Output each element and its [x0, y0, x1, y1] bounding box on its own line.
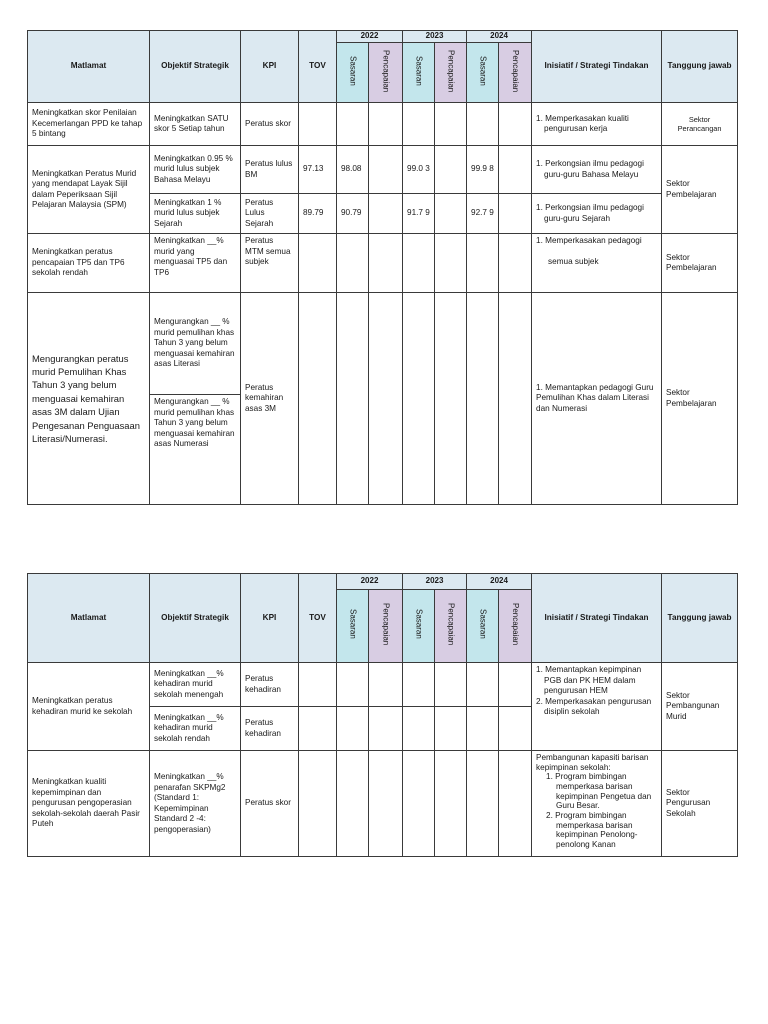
pencapaian-2023: Pencapaian	[435, 590, 467, 663]
kpi-cell: Peratus MTM semua subjek	[241, 234, 299, 293]
sasaran-cell	[337, 293, 369, 505]
kpi-cell: Peratus kemahiran asas 3M	[241, 293, 299, 505]
sasaran-cell	[467, 293, 499, 505]
objektif-cell: Meningkatkan __% penarafan SKPMg2 (Standard 1: Kepemimpinan Standard 2 -4: pengoperasian)	[150, 751, 241, 857]
sasaran-cell	[467, 103, 499, 146]
sasaran-cell	[403, 663, 435, 707]
matlamat-cell: Meningkatkan Peratus Murid yang mendapat Layak Sijil dalam Peperiksaan Sijil Pelajaran Malaysia (SPM)	[28, 146, 150, 234]
col-header-matlamat: Matlamat	[28, 31, 150, 103]
tanggung-jawab-cell: Sektor Pembangunan Murid	[662, 663, 738, 751]
tov-cell	[299, 234, 337, 293]
tanggung-jawab-cell: Sektor Pembelajaran	[662, 146, 738, 234]
matlamat-cell: Mengurangkan peratus murid Pemulihan Khas Tahun 3 yang belum menguasai kemahiran asas 3M dalam Ujian Pengesanan Penguasaan Literasi/Numerasi.	[28, 293, 150, 505]
inisiatif-cell: 1. Memantapkan pedagogi Guru Pemulihan Khas dalam Literasi dan Numerasi	[532, 293, 662, 505]
sasaran-cell	[337, 707, 369, 751]
sasaran-cell	[403, 234, 435, 293]
sasaran-2024: Sasaran	[467, 590, 499, 663]
col-header-inisiatif: Inisiatif / Strategi Tindakan	[532, 574, 662, 663]
sasaran-2022: Sasaran	[337, 590, 369, 663]
sasaran-2023: Sasaran	[403, 43, 435, 103]
sasaran-cell	[337, 103, 369, 146]
header-row-years	[28, 31, 738, 43]
pencapaian-cell	[499, 707, 532, 751]
objektif-cell: Meningkatkan __% kehadiran murid sekolah rendah	[150, 707, 241, 751]
pencapaian-cell	[499, 234, 532, 293]
inisiatif-cell: Pembangunan kapasiti barisan kepimpinan sekolah: 1. Program bimbingan memperkasa barisan kepimpinan Pengetua dan Guru Besar. 2. Program bimbingan memperkasa barisan kepimpinan Penolong-penolong Kanan	[532, 751, 662, 857]
tov-cell	[299, 707, 337, 751]
sasaran-cell	[467, 751, 499, 857]
col-header-tanggung-jawab: Tanggung jawab	[662, 31, 738, 103]
tov-cell: 97.13	[299, 146, 337, 194]
matlamat-cell: Meningkatkan peratus kehadiran murid ke sekolah	[28, 663, 150, 751]
pencapaian-cell	[435, 751, 467, 857]
col-header-objektif: Objektif Strategik	[150, 574, 241, 663]
table-row	[28, 103, 738, 146]
strategic-plan-table-2	[27, 573, 738, 857]
tov-cell	[299, 751, 337, 857]
inisiatif-cell: 1. Memantapkan kepimpinan PGB dan PK HEM dalam pengurusan HEM 2. Memperkasakan pengurusan disiplin sekolah	[532, 663, 662, 751]
table-row	[28, 234, 738, 293]
matlamat-cell: Meningkatkan kualiti kepemimpinan dan pengurusan pengoperasian sekolah-sekolah daerah Pasir Puteh	[28, 751, 150, 857]
pencapaian-cell	[435, 234, 467, 293]
table-row	[28, 146, 738, 194]
year-2023: 2023	[403, 31, 467, 43]
pencapaian-cell	[499, 146, 532, 194]
col-header-matlamat: Matlamat	[28, 574, 150, 663]
sasaran-cell	[467, 707, 499, 751]
pencapaian-2022: Pencapaian	[369, 43, 403, 103]
sasaran-cell	[403, 103, 435, 146]
pencapaian-cell	[369, 751, 403, 857]
sasaran-2023: Sasaran	[403, 590, 435, 663]
pencapaian-cell	[499, 103, 532, 146]
pencapaian-cell	[499, 751, 532, 857]
tanggung-jawab-cell: Sektor Pengurusan Sekolah	[662, 751, 738, 857]
sasaran-cell: 99.0 3	[403, 146, 435, 194]
strategic-plan-table-1	[27, 30, 738, 505]
matlamat-cell: Meningkatkan peratus pencapaian TP5 dan TP6 sekolah rendah	[28, 234, 150, 293]
pencapaian-cell	[499, 293, 532, 505]
sasaran-cell	[403, 707, 435, 751]
matlamat-cell: Meningkatkan skor Penilaian Kecemerlangan PPD ke tahap 5 bintang	[28, 103, 150, 146]
pencapaian-cell	[435, 663, 467, 707]
col-header-tov: TOV	[299, 31, 337, 103]
sasaran-2024: Sasaran	[467, 43, 499, 103]
kpi-cell: Peratus lulus BM	[241, 146, 299, 194]
inisiatif-cell: 1. Memperkasakan kualiti pengurusan kerja	[532, 103, 662, 146]
pencapaian-cell	[369, 103, 403, 146]
pencapaian-cell	[499, 194, 532, 234]
pencapaian-cell	[369, 234, 403, 293]
kpi-cell: Peratus kehadiran	[241, 707, 299, 751]
tov-cell	[299, 293, 337, 505]
inisiatif-cell: 1. Perkongsian ilmu pedagogi guru-guru Sejarah	[532, 194, 662, 234]
sasaran-cell	[403, 751, 435, 857]
objektif-cell: Meningkatkan 0.95 % murid lulus subjek Bahasa Melayu	[150, 146, 241, 194]
col-header-objektif: Objektif Strategik	[150, 31, 241, 103]
objektif-cell: Meningkatkan SATU skor 5 Setiap tahun	[150, 103, 241, 146]
pencapaian-cell	[435, 293, 467, 505]
year-2023: 2023	[403, 574, 467, 590]
objektif-cell: Meningkatkan __% murid yang menguasai TP5 dan TP6	[150, 234, 241, 293]
table-row	[28, 751, 738, 857]
tov-cell	[299, 103, 337, 146]
pencapaian-cell	[369, 146, 403, 194]
kpi-cell: Peratus skor	[241, 103, 299, 146]
col-header-tanggung-jawab: Tanggung jawab	[662, 574, 738, 663]
kpi-cell: Peratus Lulus Sejarah	[241, 194, 299, 234]
objektif-cell: Meningkatkan 1 % murid lulus subjek Sejarah	[150, 194, 241, 234]
objektif-cell: Mengurangkan __ % murid pemulihan khas Tahun 3 yang belum menguasai kemahiran asas Numerasi	[150, 395, 241, 505]
sasaran-cell: 98.08	[337, 146, 369, 194]
pencapaian-cell	[435, 194, 467, 234]
pencapaian-2022: Pencapaian	[369, 590, 403, 663]
objektif-cell: Mengurangkan __ % murid pemulihan khas Tahun 3 yang belum menguasai kemahiran asas Literasi	[150, 293, 241, 395]
kpi-cell: Peratus skor	[241, 751, 299, 857]
tanggung-jawab-cell: Sektor Pembelajaran	[662, 234, 738, 293]
pencapaian-2023: Pencapaian	[435, 43, 467, 103]
pencapaian-2024: Pencapaian	[499, 43, 532, 103]
table-row	[28, 293, 738, 395]
year-2024: 2024	[467, 574, 532, 590]
pencapaian-cell	[435, 103, 467, 146]
sasaran-cell: 90.79	[337, 194, 369, 234]
pencapaian-cell	[499, 663, 532, 707]
pencapaian-cell	[435, 707, 467, 751]
inisiatif-cell: 1. Perkongsian ilmu pedagogi guru-guru Bahasa Melayu	[532, 146, 662, 194]
tov-cell	[299, 663, 337, 707]
sasaran-cell: 99.9 8	[467, 146, 499, 194]
pencapaian-cell	[369, 663, 403, 707]
inisiatif-cell: 1. Memperkasakan pedagogi semua subjek	[532, 234, 662, 293]
pencapaian-cell	[369, 293, 403, 505]
sasaran-cell: 91.7 9	[403, 194, 435, 234]
sasaran-cell	[337, 751, 369, 857]
kpi-cell: Peratus kehadiran	[241, 663, 299, 707]
tov-cell: 89.79	[299, 194, 337, 234]
col-header-kpi: KPI	[241, 574, 299, 663]
sasaran-2022: Sasaran	[337, 43, 369, 103]
objektif-cell: Meningkatkan __% kehadiran murid sekolah menengah	[150, 663, 241, 707]
sasaran-cell	[403, 293, 435, 505]
sasaran-cell	[337, 234, 369, 293]
col-header-kpi: KPI	[241, 31, 299, 103]
year-2022: 2022	[337, 574, 403, 590]
pencapaian-cell	[369, 707, 403, 751]
year-2022: 2022	[337, 31, 403, 43]
table-row	[28, 663, 738, 707]
col-header-inisiatif: Inisiatif / Strategi Tindakan	[532, 31, 662, 103]
pencapaian-cell	[435, 146, 467, 194]
tanggung-jawab-cell: Sektor Pembelajaran	[662, 293, 738, 505]
sasaran-cell	[467, 663, 499, 707]
sasaran-cell: 92.7 9	[467, 194, 499, 234]
pencapaian-cell	[369, 194, 403, 234]
sasaran-cell	[337, 663, 369, 707]
tanggung-jawab-cell: Sektor Perancangan	[662, 103, 738, 146]
sasaran-cell	[467, 234, 499, 293]
pencapaian-2024: Pencapaian	[499, 590, 532, 663]
header-row-years	[28, 574, 738, 590]
year-2024: 2024	[467, 31, 532, 43]
col-header-tov: TOV	[299, 574, 337, 663]
